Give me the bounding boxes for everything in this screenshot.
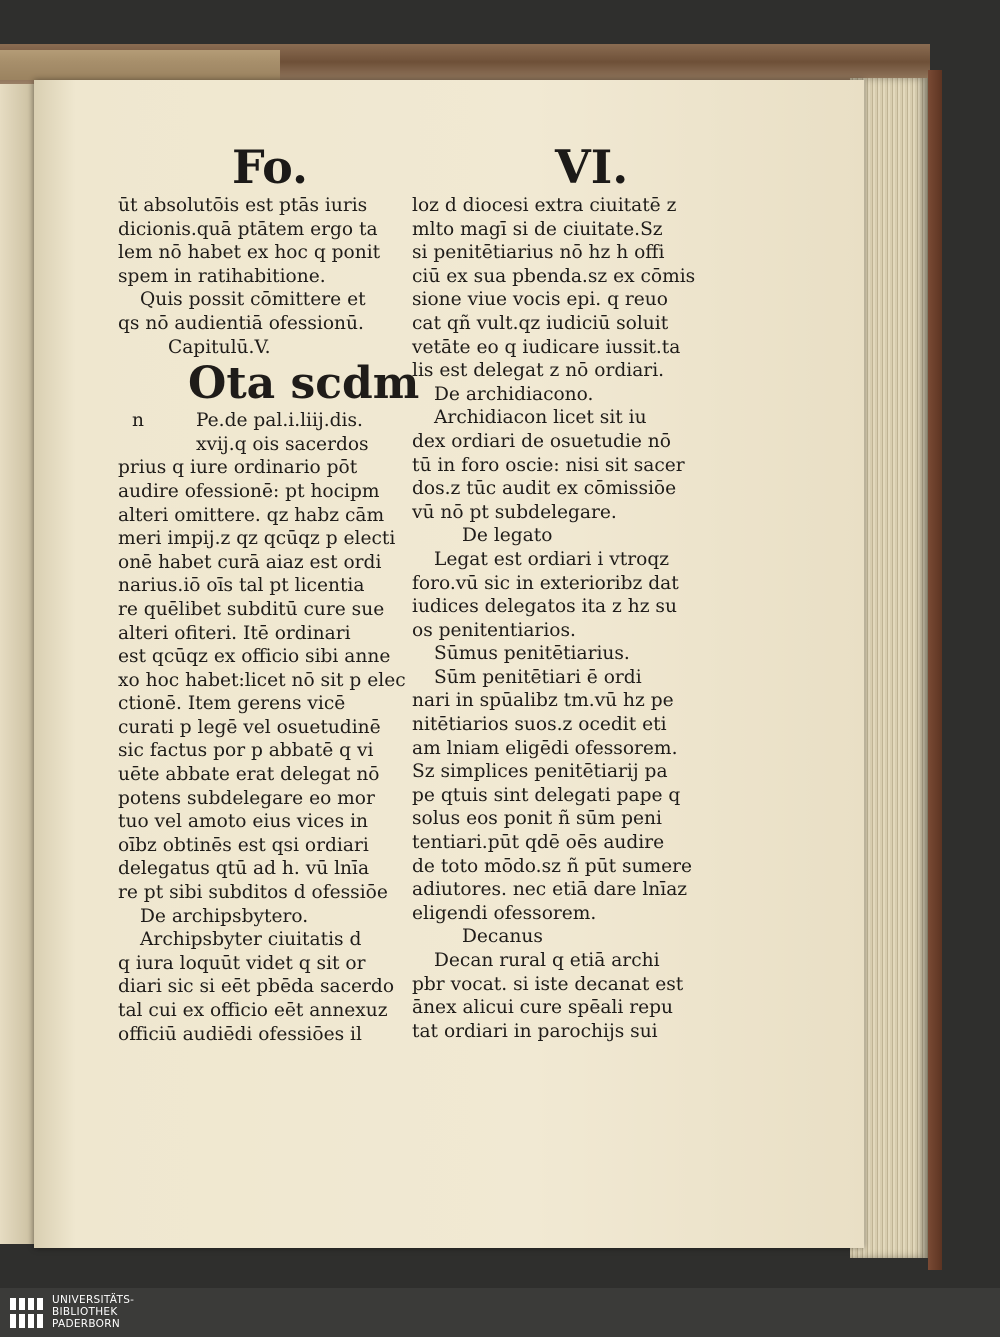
- left-column-line: [118, 433, 394, 457]
- left-column-line: lem nō habet ex hoc q ponit: [118, 242, 381, 264]
- left-column-line: curati p legē vel osuetudinē: [118, 716, 381, 738]
- right-column-line: lis est delegat z nō ordiari.: [412, 360, 665, 382]
- left-column-heading: Capitulū.V.: [168, 336, 271, 358]
- right-column-line: sione viue vocis epi. q reuo: [412, 289, 668, 311]
- left-column-line: potens subdelegare eo mor: [118, 787, 375, 809]
- text-column-right: [412, 194, 696, 1043]
- right-column-line: adiutores. nec etiā dare lnīaz: [412, 879, 688, 901]
- right-column-line: si penitētiarius nō hz h offi: [412, 242, 665, 264]
- right-column-line: vū nō pt subdelegare.: [412, 501, 617, 523]
- left-column-line: audire ofessionē: pt hocipm: [118, 480, 380, 502]
- right-column-line: mlto magī si de ciuitate.Sz: [412, 218, 663, 240]
- right-column-line: Sz simplices penitētiarij pa: [412, 761, 668, 783]
- right-column-heading: Decanus: [462, 926, 543, 948]
- left-column-line-text: xvij.q ois sacerdos: [196, 433, 369, 455]
- left-column-line: qs nō audientiā ofessionū.: [118, 312, 364, 334]
- right-column-line: de toto mōdo.sz ñ pūt sumere: [412, 855, 693, 877]
- library-name: [52, 1294, 134, 1330]
- right-column-line: os penitentiarios.: [412, 619, 576, 641]
- left-column-line: De archipsbytero.: [140, 905, 309, 927]
- right-column-line: vetāte eo q iudicare iussit.ta: [412, 336, 681, 358]
- right-column-line: am lniam eligēdi ofessorem.: [412, 737, 678, 759]
- right-column-line: dex ordiari de osuetudie nō: [412, 430, 671, 452]
- right-column-line: solus eos ponit ñ sūm peni: [412, 808, 662, 830]
- repair-tape: [0, 50, 280, 80]
- folio-number: VI.: [555, 140, 629, 194]
- library-logo-icon: [8, 1294, 46, 1332]
- leather-binding: [928, 70, 942, 1270]
- left-column-line: sic factus por p abbatē q vi: [118, 740, 374, 762]
- left-column-line: spem in ratihabitione.: [118, 265, 326, 287]
- library-name-line: PADERBORN: [52, 1318, 120, 1330]
- left-column-line: diari sic si eēt pbēda sacerdo: [118, 976, 395, 998]
- book-top-edge: [0, 44, 930, 84]
- library-name-line: UNIVERSITÄTS-: [52, 1294, 135, 1306]
- right-column-line: nari in spūalibz tm.vū hz pe: [412, 690, 674, 712]
- right-column-line: pbr vocat. si iste decanat est: [412, 973, 684, 995]
- left-column-line: prius q iure ordinario pōt: [118, 457, 358, 479]
- right-column-line: Legat est ordiari i vtroqz: [434, 548, 670, 570]
- left-column-line: q iura loquūt videt q sit or: [118, 952, 366, 974]
- right-column-line: Decan rural q etiā archi: [434, 950, 660, 971]
- right-column-line: loz d diocesi extra ciuitatē z: [412, 195, 677, 216]
- right-column-line: tentiari.pūt qdē oēs audire: [412, 832, 665, 854]
- right-column-line: cat qñ vult.qz iudiciū soluit: [412, 312, 669, 334]
- left-column-heading: Ota scdm: [188, 358, 420, 410]
- left-column-line: tal cui ex officio eēt annexuz: [118, 1000, 388, 1021]
- right-column-line: tat ordiari in parochijs sui: [412, 1020, 658, 1042]
- left-column-line: Quis possit cōmittere et: [140, 289, 366, 311]
- left-column-line: ctionē. Item gerens vicē: [118, 693, 346, 715]
- left-column-line: ūt absolutōis est ptās iuris: [118, 195, 368, 216]
- left-column-line: xo hoc habet:licet nō sit p elec: [118, 669, 406, 691]
- left-column-line: oībz obtinēs est qsi ordiari: [118, 834, 369, 856]
- library-name-line: BIBLIOTHEK: [52, 1306, 118, 1318]
- right-column-line: dos.z tūc audit ex cōmissiōe: [412, 478, 677, 500]
- left-column-line: Archipsbyter ciuitatis d: [140, 929, 362, 951]
- right-column-line: De archidiacono.: [434, 383, 594, 405]
- right-column-line: foro.vū sic in exterioribz dat: [412, 572, 679, 594]
- left-column-line: re pt sibi subditos d ofessiōe: [118, 882, 388, 904]
- right-column-heading: De legato: [462, 525, 553, 547]
- right-column-line: pe qtuis sint delegati pape q: [412, 784, 681, 806]
- right-column-line: tū in foro oscie: nisi sit sacer: [412, 454, 685, 476]
- left-column-line: delegatus qtū ad h. vū lnīa: [118, 858, 370, 880]
- right-column-line: Sūm penitētiari ē ordi: [434, 666, 642, 688]
- left-column-line-text: Pe.de pal.i.liij.dis.: [196, 410, 363, 432]
- text-column-left: [118, 194, 420, 1046]
- right-column-line: ciū ex sua pbenda.sz ex cōmis: [412, 265, 696, 287]
- left-column-line: alteri omittere. qz habz cām: [118, 504, 385, 526]
- left-column-line: tuo vel amoto eius vices in: [118, 811, 369, 833]
- initial-letter: n: [132, 410, 144, 432]
- right-column-line: Archidiacon licet sit iu: [434, 407, 647, 429]
- left-column-line: narius.iō oīs tal pt licentia: [118, 575, 365, 597]
- left-column-line: uēte abbate erat delegat nō: [118, 764, 380, 786]
- right-column-line: nitētiarios suos.z ocedit eti: [412, 714, 667, 736]
- folio-label: Fo.: [232, 140, 309, 194]
- right-column-line: Sūmus penitētiarius.: [434, 643, 630, 665]
- left-column-line: [118, 409, 394, 433]
- right-column-line: eligendi ofessorem.: [412, 902, 597, 924]
- library-footer: [0, 1288, 1000, 1337]
- left-column-line: onē habet curā aiaz est ordi: [118, 551, 382, 573]
- right-column-line: iudices delegatos ita z hz su: [412, 596, 677, 618]
- left-column-line: dicionis.quā ptātem ergo ta: [118, 218, 378, 240]
- left-column-line: est qcūqz ex officio sibi anne: [118, 646, 391, 668]
- left-column-line: officiū audiēdi ofessiōes il: [118, 1023, 362, 1045]
- left-column-line: re quēlibet subditū cure sue: [118, 598, 385, 620]
- left-column-line: alteri ofiteri. Itē ordinari: [118, 622, 351, 644]
- right-column-line: ānex alicui cure spēali repu: [412, 997, 673, 1019]
- left-column-line: meri impij.z qz qcūqz p electi: [118, 528, 396, 550]
